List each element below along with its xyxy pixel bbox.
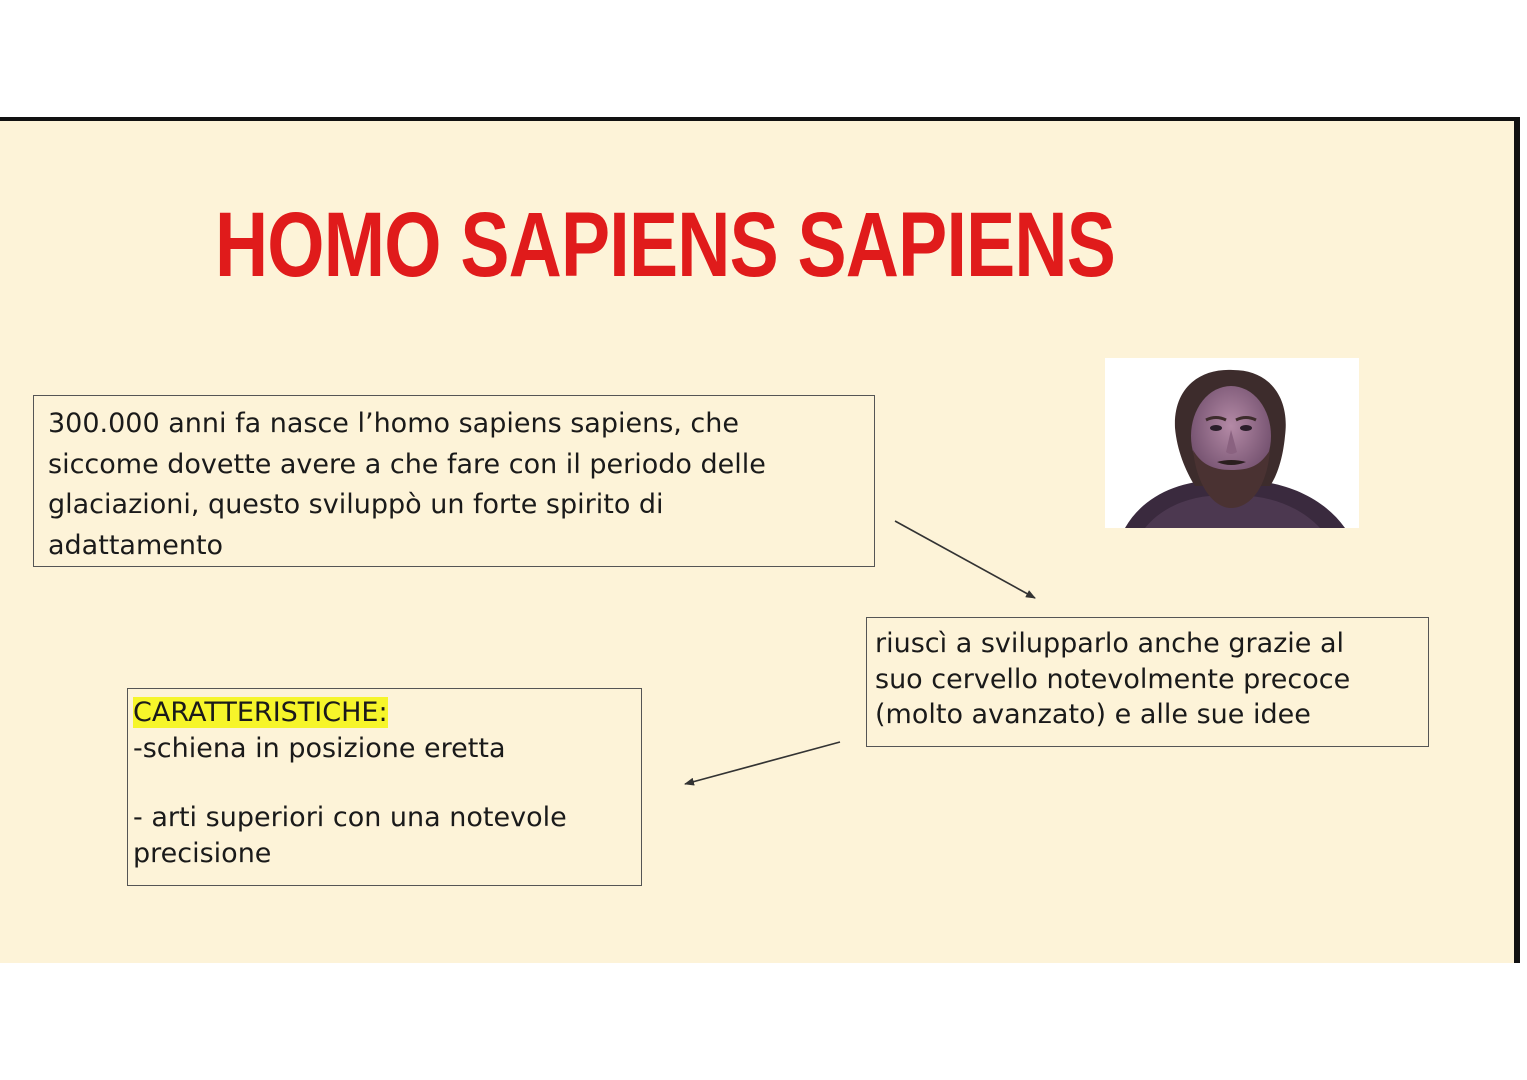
intro-line: 300.000 anni fa nasce l’homo sapiens sapiens, che — [48, 408, 740, 439]
homo-sapiens-portrait — [1105, 358, 1359, 528]
trait-item: -schiena in posizione eretta — [133, 732, 506, 764]
slide-title: HOMO SAPIENS SAPIENS — [214, 194, 1116, 296]
trait-item: precisione — [133, 837, 272, 869]
intro-line: adattamento — [48, 529, 224, 561]
brain-line: suo cervello notevolmente precoce — [875, 663, 1351, 695]
intro-line: siccome dovette avere a che fare con il periodo delle — [48, 448, 766, 480]
brain-line: (molto avanzato) e alle sue idee — [875, 699, 1311, 730]
arrow-brain-to-traits — [685, 742, 840, 784]
intro-text-box — [33, 395, 875, 567]
traits-text-box — [127, 688, 642, 886]
portrait-illustration — [1105, 358, 1359, 528]
trait-spacer — [133, 766, 636, 800]
slide — [0, 117, 1520, 963]
traits-heading: CARATTERISTICHE: — [133, 697, 388, 728]
arrow-intro-to-brain — [895, 521, 1035, 598]
brain-text-box — [866, 617, 1429, 747]
brain-line: riuscì a svilupparlo anche grazie al — [875, 628, 1345, 659]
trait-item: - arti superiori con una notevole — [133, 802, 567, 833]
traits-heading-line — [133, 695, 636, 731]
intro-line: glaciazioni, questo sviluppò un forte spirito di — [48, 489, 664, 520]
